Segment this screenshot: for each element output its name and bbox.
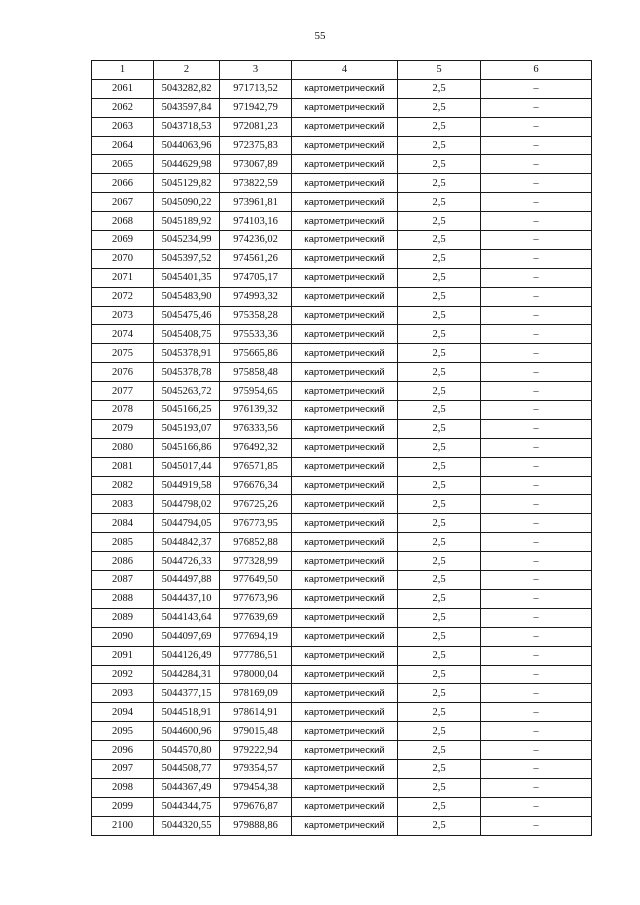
accuracy-cell: 2,5: [398, 608, 481, 627]
point-number-cell: 2069: [92, 231, 154, 250]
table-row: [92, 174, 592, 193]
point-number-cell: 2073: [92, 306, 154, 325]
y-coordinate-cell: 976676,34: [220, 476, 292, 495]
note-cell: –: [481, 98, 592, 117]
method-cell: картометрический: [292, 401, 398, 420]
method-cell: картометрический: [292, 268, 398, 287]
note-cell: –: [481, 797, 592, 816]
method-cell: картометрический: [292, 722, 398, 741]
method-cell: картометрический: [292, 249, 398, 268]
point-number-cell: 2068: [92, 212, 154, 231]
y-coordinate-cell: 977786,51: [220, 646, 292, 665]
accuracy-cell: 2,5: [398, 778, 481, 797]
method-cell: картометрический: [292, 514, 398, 533]
accuracy-cell: 2,5: [398, 382, 481, 401]
note-cell: –: [481, 457, 592, 476]
y-coordinate-cell: 974993,32: [220, 287, 292, 306]
x-coordinate-cell: 5045483,90: [154, 287, 220, 306]
method-cell: картометрический: [292, 552, 398, 571]
header-row: [92, 61, 592, 80]
point-number-cell: 2097: [92, 759, 154, 778]
y-coordinate-cell: 976139,32: [220, 401, 292, 420]
y-coordinate-cell: 976571,85: [220, 457, 292, 476]
x-coordinate-cell: 5045193,07: [154, 419, 220, 438]
note-cell: –: [481, 401, 592, 420]
method-cell: картометрический: [292, 778, 398, 797]
note-cell: –: [481, 438, 592, 457]
x-coordinate-cell: 5044320,55: [154, 816, 220, 835]
accuracy-cell: 2,5: [398, 231, 481, 250]
table-row: [92, 268, 592, 287]
table-row: [92, 627, 592, 646]
note-cell: –: [481, 344, 592, 363]
x-coordinate-cell: 5045378,91: [154, 344, 220, 363]
method-cell: картометрический: [292, 155, 398, 174]
note-cell: –: [481, 419, 592, 438]
x-coordinate-cell: 5044126,49: [154, 646, 220, 665]
x-coordinate-cell: 5044284,31: [154, 665, 220, 684]
x-coordinate-cell: 5045166,86: [154, 438, 220, 457]
x-coordinate-cell: 5045397,52: [154, 249, 220, 268]
accuracy-cell: 2,5: [398, 155, 481, 174]
method-cell: картометрический: [292, 627, 398, 646]
method-cell: картометрический: [292, 589, 398, 608]
accuracy-cell: 2,5: [398, 268, 481, 287]
point-number-cell: 2094: [92, 703, 154, 722]
table-row: [92, 287, 592, 306]
coordinates-table: [91, 60, 592, 836]
y-coordinate-cell: 979888,86: [220, 816, 292, 835]
note-cell: –: [481, 476, 592, 495]
y-coordinate-cell: 978169,09: [220, 684, 292, 703]
table-row: [92, 816, 592, 835]
method-cell: картометрический: [292, 816, 398, 835]
accuracy-cell: 2,5: [398, 306, 481, 325]
x-coordinate-cell: 5044570,80: [154, 741, 220, 760]
method-cell: картометрический: [292, 325, 398, 344]
point-number-cell: 2082: [92, 476, 154, 495]
point-number-cell: 2065: [92, 155, 154, 174]
accuracy-cell: 2,5: [398, 495, 481, 514]
x-coordinate-cell: 5044798,02: [154, 495, 220, 514]
y-coordinate-cell: 978614,91: [220, 703, 292, 722]
table-row: [92, 722, 592, 741]
point-number-cell: 2098: [92, 778, 154, 797]
x-coordinate-cell: 5044919,58: [154, 476, 220, 495]
column-header-4: 4: [292, 61, 398, 80]
accuracy-cell: 2,5: [398, 438, 481, 457]
x-coordinate-cell: 5044518,91: [154, 703, 220, 722]
point-number-cell: 2078: [92, 401, 154, 420]
accuracy-cell: 2,5: [398, 401, 481, 420]
table-row: [92, 212, 592, 231]
x-coordinate-cell: 5044842,37: [154, 533, 220, 552]
table-row: [92, 571, 592, 590]
point-number-cell: 2084: [92, 514, 154, 533]
y-coordinate-cell: 976725,26: [220, 495, 292, 514]
point-number-cell: 2091: [92, 646, 154, 665]
table-row: [92, 457, 592, 476]
accuracy-cell: 2,5: [398, 571, 481, 590]
accuracy-cell: 2,5: [398, 589, 481, 608]
note-cell: –: [481, 325, 592, 344]
method-cell: картометрический: [292, 306, 398, 325]
accuracy-cell: 2,5: [398, 98, 481, 117]
table-row: [92, 382, 592, 401]
table-row: [92, 363, 592, 382]
accuracy-cell: 2,5: [398, 759, 481, 778]
table-row: [92, 552, 592, 571]
y-coordinate-cell: 974561,26: [220, 249, 292, 268]
accuracy-cell: 2,5: [398, 627, 481, 646]
x-coordinate-cell: 5044600,96: [154, 722, 220, 741]
note-cell: –: [481, 287, 592, 306]
column-header-6: 6: [481, 61, 592, 80]
method-cell: картометрический: [292, 797, 398, 816]
note-cell: –: [481, 741, 592, 760]
table-row: [92, 797, 592, 816]
y-coordinate-cell: 979015,48: [220, 722, 292, 741]
table-row: [92, 306, 592, 325]
note-cell: –: [481, 533, 592, 552]
method-cell: картометрический: [292, 646, 398, 665]
y-coordinate-cell: 977328,99: [220, 552, 292, 571]
method-cell: картометрический: [292, 438, 398, 457]
note-cell: –: [481, 778, 592, 797]
note-cell: –: [481, 79, 592, 98]
point-number-cell: 2095: [92, 722, 154, 741]
note-cell: –: [481, 589, 592, 608]
page-number: 55: [314, 30, 326, 42]
accuracy-cell: 2,5: [398, 287, 481, 306]
accuracy-cell: 2,5: [398, 722, 481, 741]
accuracy-cell: 2,5: [398, 646, 481, 665]
x-coordinate-cell: 5044508,77: [154, 759, 220, 778]
point-number-cell: 2066: [92, 174, 154, 193]
point-number-cell: 2077: [92, 382, 154, 401]
x-coordinate-cell: 5045166,25: [154, 401, 220, 420]
y-coordinate-cell: 976333,56: [220, 419, 292, 438]
column-header-2: 2: [154, 61, 220, 80]
table-row: [92, 231, 592, 250]
table-row: [92, 778, 592, 797]
accuracy-cell: 2,5: [398, 816, 481, 835]
x-coordinate-cell: 5045090,22: [154, 193, 220, 212]
table-row: [92, 759, 592, 778]
note-cell: –: [481, 136, 592, 155]
table-row: [92, 533, 592, 552]
point-number-cell: 2093: [92, 684, 154, 703]
point-number-cell: 2081: [92, 457, 154, 476]
note-cell: –: [481, 155, 592, 174]
method-cell: картометрический: [292, 382, 398, 401]
point-number-cell: 2079: [92, 419, 154, 438]
y-coordinate-cell: 975665,86: [220, 344, 292, 363]
method-cell: картометрический: [292, 174, 398, 193]
note-cell: –: [481, 646, 592, 665]
point-number-cell: 2080: [92, 438, 154, 457]
x-coordinate-cell: 5045129,82: [154, 174, 220, 193]
table-row: [92, 608, 592, 627]
column-header-5: 5: [398, 61, 481, 80]
point-number-cell: 2070: [92, 249, 154, 268]
point-number-cell: 2083: [92, 495, 154, 514]
note-cell: –: [481, 722, 592, 741]
point-number-cell: 2074: [92, 325, 154, 344]
method-cell: картометрический: [292, 98, 398, 117]
note-cell: –: [481, 665, 592, 684]
accuracy-cell: 2,5: [398, 665, 481, 684]
table-row: [92, 79, 592, 98]
accuracy-cell: 2,5: [398, 363, 481, 382]
x-coordinate-cell: 5043718,53: [154, 117, 220, 136]
table-row: [92, 684, 592, 703]
point-number-cell: 2062: [92, 98, 154, 117]
y-coordinate-cell: 972081,23: [220, 117, 292, 136]
point-number-cell: 2072: [92, 287, 154, 306]
x-coordinate-cell: 5044063,96: [154, 136, 220, 155]
note-cell: –: [481, 627, 592, 646]
table-row: [92, 589, 592, 608]
y-coordinate-cell: 978000,04: [220, 665, 292, 684]
accuracy-cell: 2,5: [398, 476, 481, 495]
x-coordinate-cell: 5044726,33: [154, 552, 220, 571]
method-cell: картометрический: [292, 533, 398, 552]
table-row: [92, 476, 592, 495]
table-row: [92, 98, 592, 117]
point-number-cell: 2100: [92, 816, 154, 835]
table-row: [92, 495, 592, 514]
accuracy-cell: 2,5: [398, 193, 481, 212]
x-coordinate-cell: 5043282,82: [154, 79, 220, 98]
table-row: [92, 703, 592, 722]
note-cell: –: [481, 268, 592, 287]
method-cell: картометрический: [292, 193, 398, 212]
note-cell: –: [481, 608, 592, 627]
point-number-cell: 2099: [92, 797, 154, 816]
y-coordinate-cell: 977673,96: [220, 589, 292, 608]
y-coordinate-cell: 971713,52: [220, 79, 292, 98]
x-coordinate-cell: 5045189,92: [154, 212, 220, 231]
note-cell: –: [481, 495, 592, 514]
note-cell: –: [481, 117, 592, 136]
note-cell: –: [481, 174, 592, 193]
method-cell: картометрический: [292, 212, 398, 231]
y-coordinate-cell: 975858,48: [220, 363, 292, 382]
y-coordinate-cell: 979454,38: [220, 778, 292, 797]
point-number-cell: 2064: [92, 136, 154, 155]
note-cell: –: [481, 703, 592, 722]
accuracy-cell: 2,5: [398, 533, 481, 552]
accuracy-cell: 2,5: [398, 457, 481, 476]
x-coordinate-cell: 5045401,35: [154, 268, 220, 287]
table-row: [92, 665, 592, 684]
x-coordinate-cell: 5044097,69: [154, 627, 220, 646]
method-cell: картометрический: [292, 117, 398, 136]
accuracy-cell: 2,5: [398, 344, 481, 363]
method-cell: картометрический: [292, 344, 398, 363]
method-cell: картометрический: [292, 231, 398, 250]
y-coordinate-cell: 975358,28: [220, 306, 292, 325]
table-row: [92, 646, 592, 665]
table-header: [92, 61, 592, 80]
y-coordinate-cell: 976492,32: [220, 438, 292, 457]
accuracy-cell: 2,5: [398, 117, 481, 136]
note-cell: –: [481, 382, 592, 401]
point-number-cell: 2061: [92, 79, 154, 98]
y-coordinate-cell: 975954,65: [220, 382, 292, 401]
table-row: [92, 514, 592, 533]
table-row: [92, 419, 592, 438]
y-coordinate-cell: 974103,16: [220, 212, 292, 231]
y-coordinate-cell: 973067,89: [220, 155, 292, 174]
method-cell: картометрический: [292, 495, 398, 514]
note-cell: –: [481, 759, 592, 778]
point-number-cell: 2096: [92, 741, 154, 760]
y-coordinate-cell: 974705,17: [220, 268, 292, 287]
point-number-cell: 2092: [92, 665, 154, 684]
x-coordinate-cell: 5045408,75: [154, 325, 220, 344]
column-header-1: 1: [92, 61, 154, 80]
table-row: [92, 344, 592, 363]
x-coordinate-cell: 5045234,99: [154, 231, 220, 250]
point-number-cell: 2087: [92, 571, 154, 590]
note-cell: –: [481, 363, 592, 382]
method-cell: картометрический: [292, 608, 398, 627]
x-coordinate-cell: 5045378,78: [154, 363, 220, 382]
note-cell: –: [481, 212, 592, 231]
note-cell: –: [481, 231, 592, 250]
y-coordinate-cell: 974236,02: [220, 231, 292, 250]
accuracy-cell: 2,5: [398, 249, 481, 268]
x-coordinate-cell: 5044377,15: [154, 684, 220, 703]
method-cell: картометрический: [292, 136, 398, 155]
table-body: [92, 79, 592, 835]
table-row: [92, 117, 592, 136]
point-number-cell: 2075: [92, 344, 154, 363]
point-number-cell: 2089: [92, 608, 154, 627]
y-coordinate-cell: 975533,36: [220, 325, 292, 344]
x-coordinate-cell: 5045475,46: [154, 306, 220, 325]
y-coordinate-cell: 973822,59: [220, 174, 292, 193]
accuracy-cell: 2,5: [398, 741, 481, 760]
column-header-3: 3: [220, 61, 292, 80]
x-coordinate-cell: 5044437,10: [154, 589, 220, 608]
y-coordinate-cell: 977639,69: [220, 608, 292, 627]
y-coordinate-cell: 979354,57: [220, 759, 292, 778]
method-cell: картометрический: [292, 741, 398, 760]
method-cell: картометрический: [292, 571, 398, 590]
note-cell: –: [481, 684, 592, 703]
y-coordinate-cell: 979222,94: [220, 741, 292, 760]
y-coordinate-cell: 979676,87: [220, 797, 292, 816]
accuracy-cell: 2,5: [398, 419, 481, 438]
x-coordinate-cell: 5045017,44: [154, 457, 220, 476]
x-coordinate-cell: 5044497,88: [154, 571, 220, 590]
method-cell: картометрический: [292, 684, 398, 703]
y-coordinate-cell: 972375,83: [220, 136, 292, 155]
x-coordinate-cell: 5043597,84: [154, 98, 220, 117]
accuracy-cell: 2,5: [398, 174, 481, 193]
x-coordinate-cell: 5045263,72: [154, 382, 220, 401]
point-number-cell: 2076: [92, 363, 154, 382]
y-coordinate-cell: 971942,79: [220, 98, 292, 117]
point-number-cell: 2085: [92, 533, 154, 552]
x-coordinate-cell: 5044794,05: [154, 514, 220, 533]
table-row: [92, 325, 592, 344]
method-cell: картометрический: [292, 476, 398, 495]
accuracy-cell: 2,5: [398, 684, 481, 703]
point-number-cell: 2090: [92, 627, 154, 646]
x-coordinate-cell: 5044143,64: [154, 608, 220, 627]
accuracy-cell: 2,5: [398, 136, 481, 155]
point-number-cell: 2067: [92, 193, 154, 212]
x-coordinate-cell: 5044629,98: [154, 155, 220, 174]
table-row: [92, 401, 592, 420]
table-row: [92, 136, 592, 155]
method-cell: картометрический: [292, 703, 398, 722]
method-cell: картометрический: [292, 287, 398, 306]
note-cell: –: [481, 514, 592, 533]
method-cell: картометрический: [292, 79, 398, 98]
accuracy-cell: 2,5: [398, 514, 481, 533]
table-row: [92, 193, 592, 212]
y-coordinate-cell: 973961,81: [220, 193, 292, 212]
note-cell: –: [481, 193, 592, 212]
point-number-cell: 2063: [92, 117, 154, 136]
accuracy-cell: 2,5: [398, 325, 481, 344]
point-number-cell: 2088: [92, 589, 154, 608]
method-cell: картометрический: [292, 419, 398, 438]
point-number-cell: 2071: [92, 268, 154, 287]
y-coordinate-cell: 976852,88: [220, 533, 292, 552]
note-cell: –: [481, 249, 592, 268]
table-row: [92, 741, 592, 760]
y-coordinate-cell: 977694,19: [220, 627, 292, 646]
table-row: [92, 155, 592, 174]
method-cell: картометрический: [292, 363, 398, 382]
note-cell: –: [481, 816, 592, 835]
method-cell: картометрический: [292, 665, 398, 684]
note-cell: –: [481, 571, 592, 590]
method-cell: картометрический: [292, 759, 398, 778]
x-coordinate-cell: 5044344,75: [154, 797, 220, 816]
y-coordinate-cell: 977649,50: [220, 571, 292, 590]
accuracy-cell: 2,5: [398, 797, 481, 816]
x-coordinate-cell: 5044367,49: [154, 778, 220, 797]
point-number-cell: 2086: [92, 552, 154, 571]
note-cell: –: [481, 306, 592, 325]
method-cell: картометрический: [292, 457, 398, 476]
table-row: [92, 249, 592, 268]
accuracy-cell: 2,5: [398, 212, 481, 231]
accuracy-cell: 2,5: [398, 79, 481, 98]
accuracy-cell: 2,5: [398, 703, 481, 722]
accuracy-cell: 2,5: [398, 552, 481, 571]
table-row: [92, 438, 592, 457]
note-cell: –: [481, 552, 592, 571]
y-coordinate-cell: 976773,95: [220, 514, 292, 533]
